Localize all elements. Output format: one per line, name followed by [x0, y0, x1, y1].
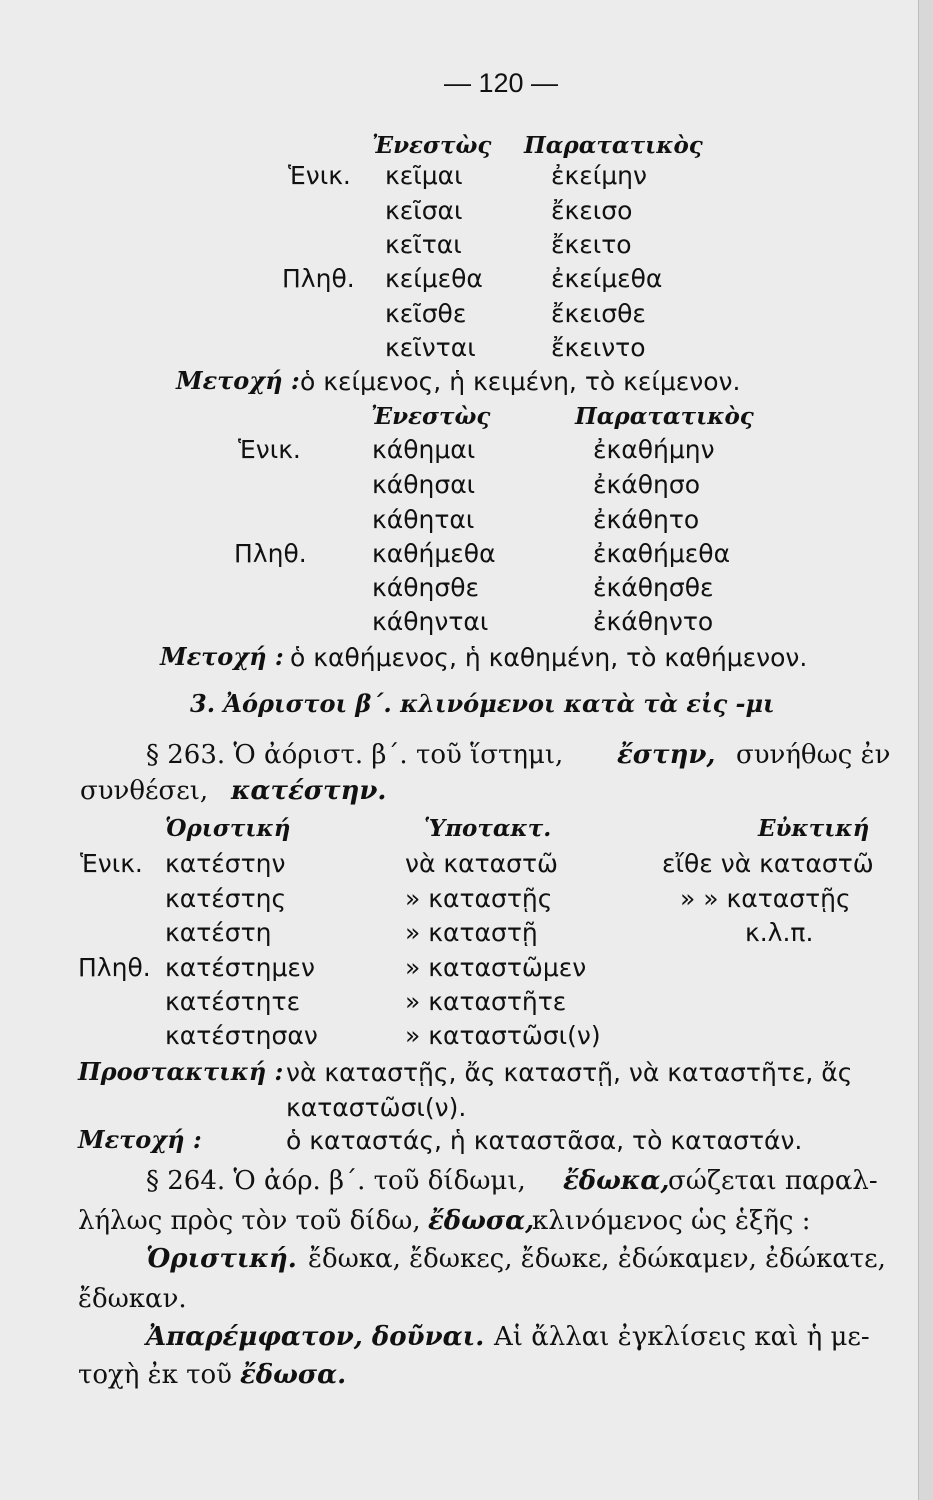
kateste-subjunctive-3: » καταστῇ [405, 918, 538, 947]
keimai-present-2: κεῖσαι [385, 196, 463, 225]
kateste-indicative-5: κατέστητε [165, 987, 301, 1016]
kathemai-header-imperfect: Παρατατικὸς [575, 403, 754, 430]
kateste-header-subjunctive: Ὑποτακτ. [424, 815, 552, 842]
kateste-optative-3: κ.λ.π. [745, 918, 814, 947]
p264-l1-a: § 264. Ὁ ἀόρ. β΄. τοῦ δίδωμι, [146, 1166, 526, 1196]
kathemai-imperfect-2: ἐκάθησο [593, 470, 701, 499]
keimai-participle-label: Μετοχή : [176, 366, 300, 395]
section-3-title: 3. Ἀόριστοι β΄. κλινόμενοι κατὰ τὰ εἰς -μι [190, 689, 775, 718]
kateste-header-indicative: Ὁριστική [165, 815, 291, 842]
kateste-imperative-2: καταστῶσι(ν). [286, 1093, 467, 1122]
page-number: — 120 — [444, 68, 559, 98]
kateste-imperative-1: νὰ καταστῇς, ἄς καταστῇ, νὰ καταστῆτε, ἄς [286, 1058, 853, 1087]
kathemai-imperfect-6: ἐκάθηντο [593, 607, 714, 636]
kateste-indicative-6: κατέστησαν [165, 1021, 318, 1050]
keimai-present-6: κεῖνται [385, 333, 476, 362]
keimai-present-4: κείμεθα [385, 264, 483, 293]
keimai-present-5: κεῖσθε [385, 299, 467, 328]
p264-l5-a: Ἀπαρέμφατον, δοῦναι. [146, 1322, 485, 1352]
keimai-imperfect-1: ἐκείμην [551, 161, 647, 190]
kateste-subjunctive-1: νὰ καταστῶ [405, 849, 558, 878]
p264-l2-b: ἔδωσα, [428, 1206, 535, 1236]
kateste-optative-1: εἴθε νὰ καταστῶ [662, 849, 874, 878]
keimai-sing-label: Ἑνικ. [288, 161, 351, 190]
keimai-imperfect-5: ἔκεισθε [551, 299, 646, 328]
p264-l1-c: σώζεται παραλ- [668, 1166, 878, 1196]
kateste-indicative-4: κατέστημεν [165, 953, 315, 982]
kathemai-present-2: κάθησαι [372, 470, 476, 499]
kateste-indicative-2: κατέστης [165, 884, 287, 913]
kathemai-imperfect-1: ἐκαθήμην [593, 435, 715, 464]
p263-form2: κατέστην. [231, 776, 387, 806]
kateste-subjunctive-6: » καταστῶσι(ν) [405, 1021, 601, 1050]
kathemai-header-present: Ἐνεστὼς [371, 403, 491, 430]
kathemai-present-6: κάθηνται [372, 607, 489, 636]
p264-l2-a: λήλως πρὸς τὸν τοῦ δίδω, [78, 1206, 421, 1236]
kateste-plur-label: Πληθ. [78, 953, 151, 982]
keimai-imperfect-3: ἔκειτο [551, 230, 632, 259]
p263-rest: συνήθως ἐν [736, 740, 891, 770]
keimai-present-3: κεῖται [385, 230, 462, 259]
keimai-imperfect-4: ἐκείμεθα [551, 264, 663, 293]
p263-sec: § 263. Ὁ ἀόριστ. β΄. τοῦ ἵστημι, [146, 740, 564, 770]
kateste-indicative-3: κατέστη [165, 918, 272, 947]
kateste-header-optative: Εὐκτική [758, 815, 870, 842]
p264-l2-c: κλινόμενος ὡς ἑξῆς : [532, 1206, 811, 1236]
kathemai-present-3: κάθηται [372, 505, 475, 534]
kathemai-imperfect-4: ἐκαθήμεθα [593, 539, 731, 568]
kateste-participle: ὁ καταστάς, ἡ καταστᾶσα, τὸ καταστάν. [286, 1126, 803, 1155]
p263-line2: συνθέσει, [80, 776, 209, 806]
kateste-optative-2: » » καταστῇς [680, 884, 851, 913]
p264-l5-b: Αἱ ἄλλαι ἐγκλίσεις καὶ ἡ με- [494, 1322, 870, 1352]
p264-l6-a: τοχὴ ἐκ τοῦ [78, 1360, 232, 1390]
keimai-header-imperfect: Παρατατικὸς [524, 132, 703, 159]
keimai-plur-label: Πληθ. [282, 264, 355, 293]
p264-l3-b: ἔδωκα, ἔδωκες, ἔδωκε, ἐδώκαμεν, ἐδώκατε, [308, 1244, 886, 1274]
p264-l1-b: ἔδωκα, [563, 1166, 670, 1196]
kathemai-imperfect-5: ἐκάθησθε [593, 573, 714, 602]
p264-l3-a: Ὁριστική. [146, 1244, 297, 1274]
p263-form1: ἔστην, [617, 740, 716, 770]
kateste-subjunctive-2: » καταστῇς [405, 884, 553, 913]
kathemai-plur-label: Πληθ. [234, 539, 307, 568]
kateste-sing-label: Ἑνικ. [80, 849, 143, 878]
kateste-participle-label: Μετοχή : [78, 1125, 202, 1154]
keimai-header-present: Ἐνεστὼς [372, 132, 492, 159]
kateste-indicative-1: κατέστην [165, 849, 286, 878]
kathemai-imperfect-3: ἐκάθητο [593, 505, 700, 534]
kathemai-participle-label: Μετοχή : [160, 642, 284, 671]
p264-l6-b: ἔδωσα. [240, 1360, 347, 1390]
page-edge [918, 0, 933, 1500]
kathemai-sing-label: Ἑνικ. [238, 435, 301, 464]
kathemai-present-4: καθήμεθα [372, 539, 496, 568]
kathemai-present-5: κάθησθε [372, 573, 480, 602]
kateste-imperative-label: Προστακτική : [78, 1057, 284, 1086]
kathemai-present-1: κάθημαι [372, 435, 476, 464]
keimai-present-1: κεῖμαι [385, 161, 463, 190]
kathemai-participle: ὁ καθήμενος, ἡ καθημένη, τὸ καθήμενον. [290, 643, 808, 672]
keimai-imperfect-6: ἔκειντο [551, 333, 646, 362]
keimai-participle: ὁ κείμενος, ἡ κειμένη, τὸ κείμενον. [300, 367, 741, 396]
kateste-subjunctive-4: » καταστῶμεν [405, 953, 587, 982]
kateste-subjunctive-5: » καταστῆτε [405, 987, 567, 1016]
p264-l4: ἔδωκαν. [78, 1284, 187, 1314]
keimai-imperfect-2: ἔκεισο [551, 196, 633, 225]
